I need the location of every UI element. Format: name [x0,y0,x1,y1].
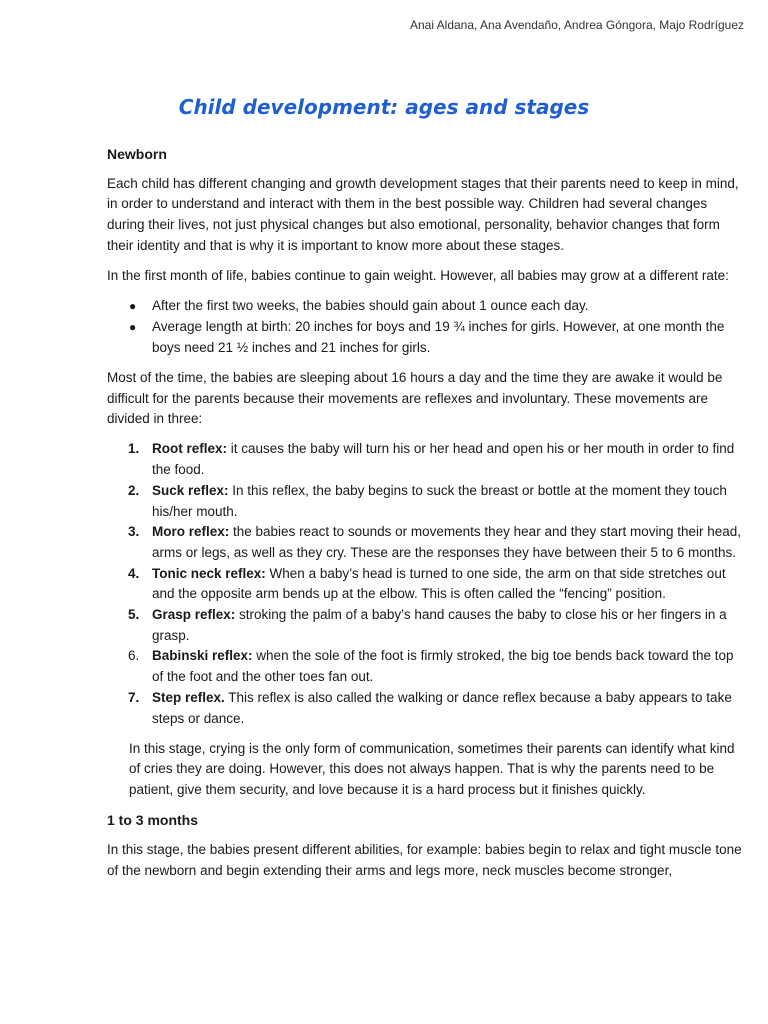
list-item [107,296,743,317]
list-item [107,522,743,563]
page-title: Child development: ages and stages [178,95,590,119]
bullet-icon: ● [129,319,137,334]
list-item [107,688,743,729]
sleep-paragraph: Most of the time, the babies are sleeping about 16 hours a day and the time they are awake it would be difficult for the parents because their movements are reflexes and involuntary. These movements are divided in three: [107,369,723,427]
reflex-description: when the sole of the foot is firmly stroked, the big toe bends back toward the top of the foot and the other toes fan out. [152,648,734,685]
list-number: 1. [128,441,140,457]
list-item [107,439,743,480]
reflex-description: stroking the palm of a baby’s hand causes the baby to close his or her fingers in a grasp. [152,607,727,643]
list-number: 2. [128,482,140,498]
list-number: 6. [128,648,140,664]
reflex-description: the babies react to sounds or movements they hear and they start moving their head, arms or legs, as well as they cry. These are the responses they have between their 5 to 6 months. [152,524,742,560]
reflex-description: This reflex is also called the walking or dance reflex because a baby appears to take steps or dance. [152,689,732,726]
reflex-name: Babinski reflex: [152,648,253,664]
authors-header: Anai Aldana, Ana Avendaño, Andrea Góngora, Majo Rodríguez [409,18,744,32]
document-body [107,144,743,891]
growth-bullet-list [107,296,743,358]
list-number: 7. [128,689,140,705]
bullet-icon: ● [129,299,137,314]
reflex-description: When a baby’s head is turned to one side, the arm on that side stretches out and the opposite arm bends up at the elbow. This is often called the “fencing” position. [152,565,726,602]
list-number: 3. [128,524,140,540]
list-number: 5. [128,607,140,623]
list-item [107,646,743,687]
bullet-text: After the first two weeks, the babies should gain about 1 ounce each day. [152,298,589,314]
list-item [107,605,743,646]
list-item [107,317,743,358]
list-number: 4. [128,565,140,581]
reflex-name: Root reflex: [152,441,228,457]
list-item [107,481,743,522]
reflex-description: In this reflex, the baby begins to suck the breast or bottle at the moment they touch his/her mouth. [152,482,727,519]
section-heading-1-to-3-months: 1 to 3 months [107,812,199,829]
list-item [107,564,743,605]
reflex-name: Tonic neck reflex: [152,565,266,581]
bullet-text: Average length at birth: 20 inches for boys and 19 ¾ inches for girls. However, at one month the boys need 21 ½ inches and 21 inches for girls. [152,318,725,355]
section-heading-newborn: Newborn [107,146,167,162]
reflexes-list [107,439,743,729]
reflex-description: it causes the baby will turn his or her head and open his or her mouth in order to find the food. [152,441,735,478]
reflex-name: Suck reflex: [152,482,229,498]
newborn-intro-paragraph: Each child has different changing and growth development stages that their parents need to keep in mind, in order to understand and interact with them in the best possible way. Children had several changes during their lives, not just physical changes but also emotional, personality, behavior changes that form their identity and that is why it is important to know more about these stages. [107,175,739,253]
first-month-paragraph: In the first month of life, babies continue to gain weight. However, all babies may grow at a different rate: [107,268,729,284]
reflex-name: Grasp reflex: [152,607,236,623]
months-1-3-intro-paragraph: In this stage, the babies present different abilities, for example: babies begin to relax and tight muscle tone of the newborn and begin extending their arms and legs more, neck muscles become stronger, [107,842,742,878]
reflex-name: Moro reflex: [152,524,230,540]
reflex-name: Step reflex. [152,689,225,705]
crying-paragraph: In this stage, crying is the only form of communication, sometimes their parents can identify what kind of cries they are doing. However, this does not always happen. That is why the parents need to be patient, give them security, and love because it is a hard process but it finishes quickly. [129,740,735,798]
